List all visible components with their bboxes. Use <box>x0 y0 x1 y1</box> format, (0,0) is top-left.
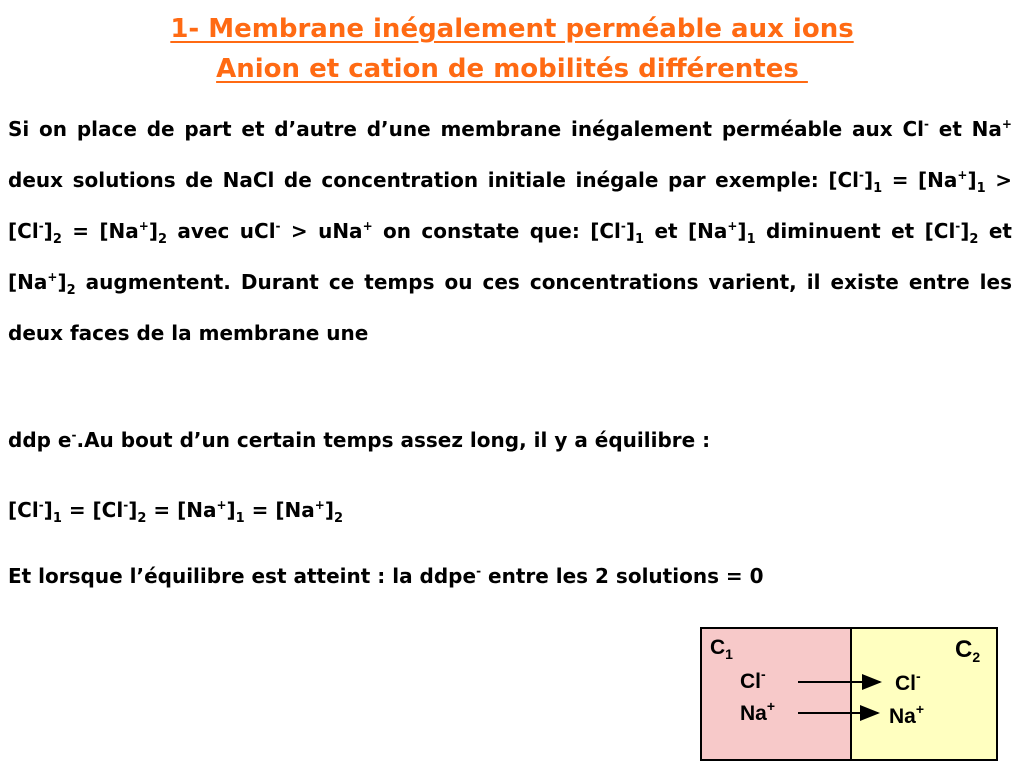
body-paragraph: Si on place de part et d’autre d’une membrane inégalement perméable aux Cl- et Na+ deux solutions de NaCl de concentration initiale inégale par exemple: $[Cl^-]_1 = [Na^+]_1 > [Cl^-]_2 = [Na^+]_2$ avec uCl- > uNa+ on constate que: $[Cl^-]_1$ et $[Na^+]_1$ diminuent et $[Cl^-]_2$ et $[Na^+]_2$ augmentent. Durant ce temps ou ces concentrations varient, il existe entre les deux faces de la membrane une <box>8 117 1012 345</box>
sodium-ion-left: Na+ <box>740 698 776 725</box>
chloride-ion-right: Cl- <box>895 668 921 695</box>
final-statement: Et lorsque l’équilibre est atteint : la ddpe- entre les 2 solutions = 0 <box>8 564 764 588</box>
chloride-ion-left: Cl- <box>740 666 766 693</box>
compartment-1-label: $C_1$ <box>710 636 733 662</box>
sodium-ion-right: Na+ <box>889 701 925 728</box>
ddp-line: ddp e-.Au bout d’un certain temps assez long, il y a équilibre : <box>8 428 711 452</box>
equilibrium-equation: $[Cl^-]_1 = [Cl^-]_2 = [Na^+]_1 = [Na^+]_2$ <box>8 498 344 526</box>
title-line-1: 1- Membrane inégalement perméable aux ions <box>170 14 854 44</box>
title-line-2: Anion et cation de mobilités différentes <box>216 54 808 84</box>
compartment-2-label: $C_2$ <box>955 636 981 665</box>
